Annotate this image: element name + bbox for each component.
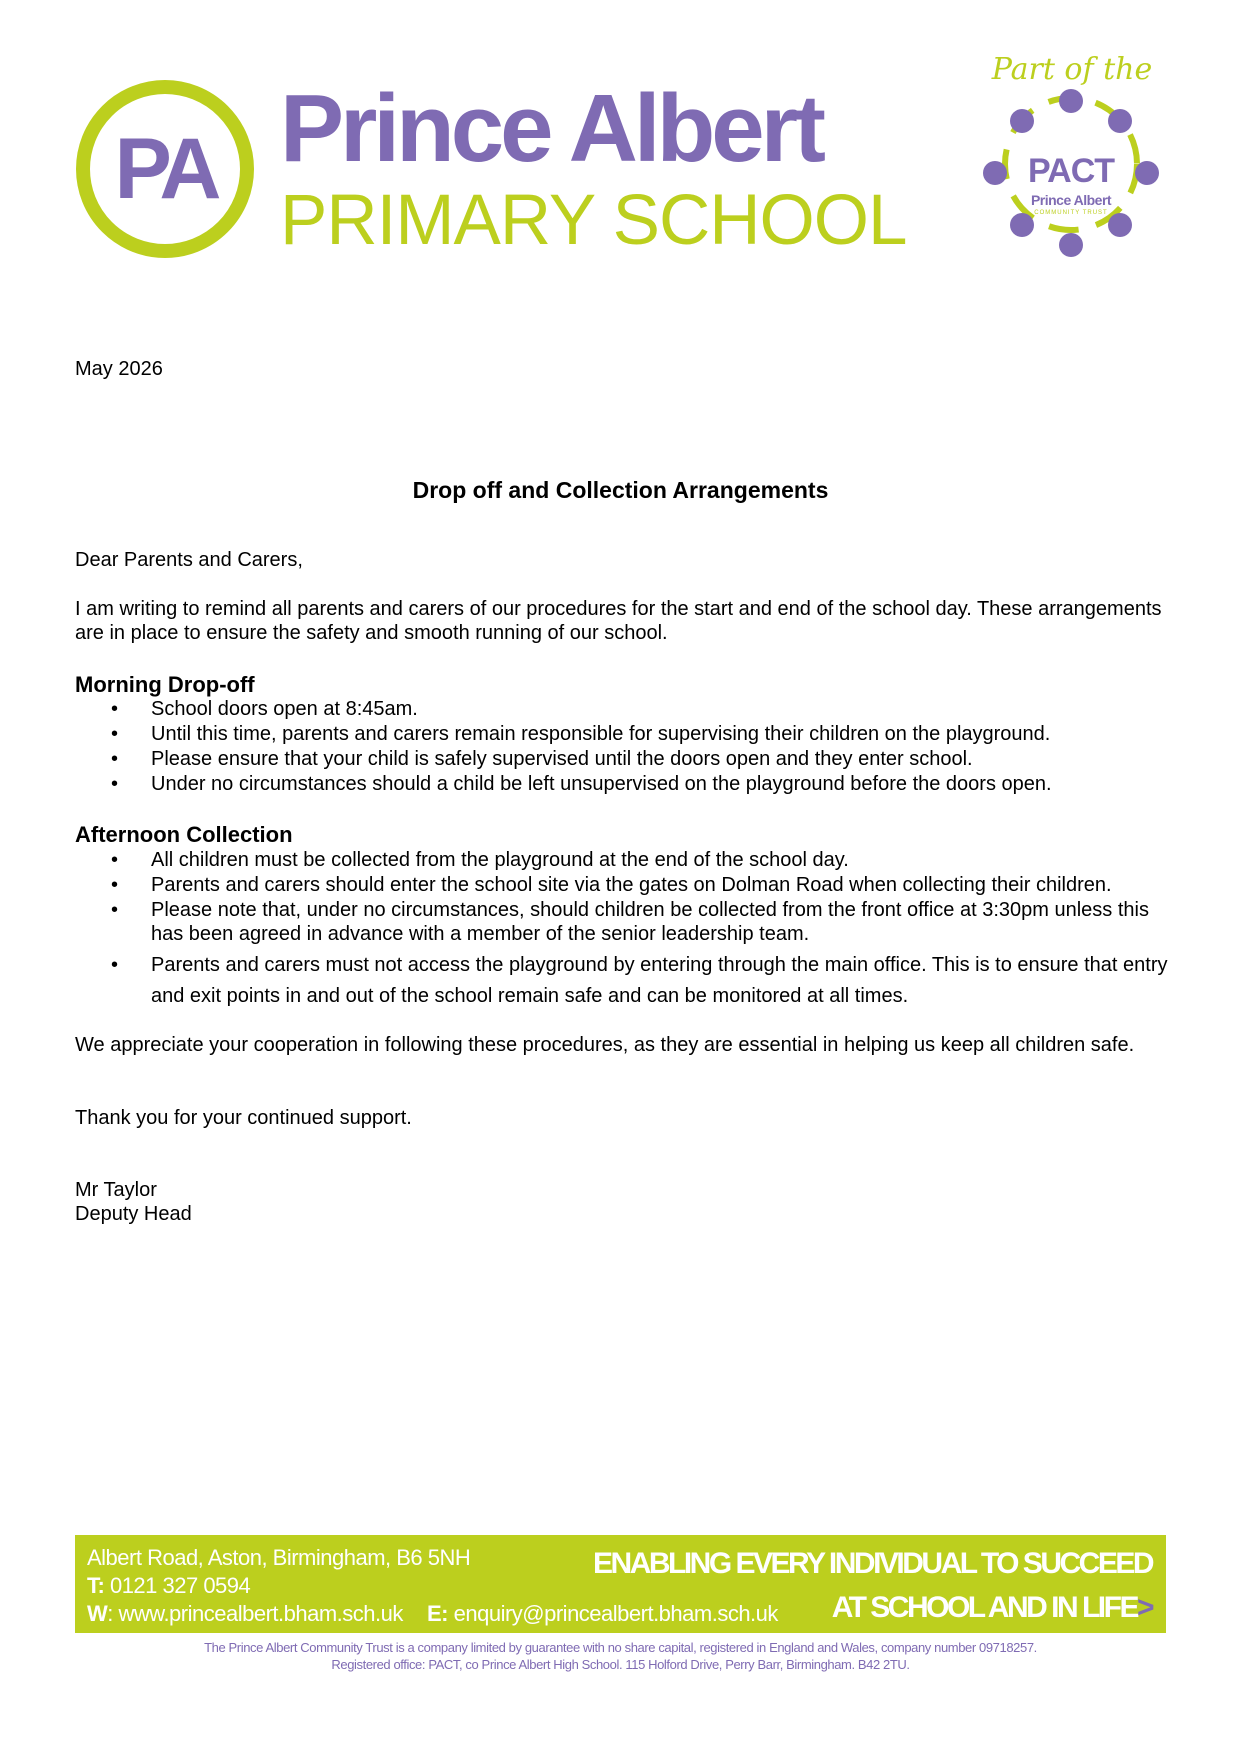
list-item: • Please note that, under no circumstances, should children be collected from the front office at 3:30pm unless this has been agreed in advance with a member of the senior leadership team. — [75, 898, 1175, 946]
closing-paragraph: We appreciate your cooperation in following these procedures, as they are essential in helping us keep all children safe. — [75, 1034, 1135, 1056]
list-item: • Parents and carers must not access the playground by entering through the main office. This is to ensure that entry and exit points in and out of the school remain safe and can be monitored at all times. — [75, 950, 1175, 1012]
school-logo — [76, 75, 907, 260]
legal-line-2: Registered office: PACT, co Prince Albert High School. 115 Holford Drive, Perry Barr, Birmingham. B42 2TU. — [331, 1657, 910, 1672]
web-link[interactable]: : www.princealbert.bham.sch.uk — [107, 1601, 403, 1626]
pact-acronym: PACT — [1027, 152, 1115, 190]
intro-paragraph: I am writing to remind all parents and carers of our procedures for the start and end of the school day. These arrangements are in place to ensure the safety and smooth running of our school. — [75, 598, 1162, 644]
footer-web — [87, 1601, 403, 1627]
signatory-name: Mr Taylor — [75, 1179, 157, 1201]
thanks-line: Thank you for your continued support. — [75, 1107, 412, 1129]
list-item: • Under no circumstances should a child be left unsupervised on the playground before the doors open. — [75, 772, 1175, 796]
slogan-line-1: ENABLING EVERY INDIVIDUAL TO SUCCEED — [593, 1547, 1152, 1580]
morning-list — [75, 697, 1175, 797]
footer-address: Albert Road, Aston, Birmingham, B6 5NH — [87, 1545, 471, 1570]
pact-name: Prince Albert — [1030, 192, 1112, 208]
email-label: E: — [427, 1601, 448, 1626]
slogan-line-2-text: AT SCHOOL AND IN LIFE — [831, 1591, 1137, 1624]
email-link[interactable]: enquiry@princealbert.bham.sch.uk — [453, 1601, 778, 1626]
slogan-line-2 — [832, 1591, 1152, 1625]
pact-logo — [982, 52, 1172, 292]
salutation: Dear Parents and Carers, — [75, 549, 303, 571]
slogan-arrow-icon: > — [1136, 1591, 1152, 1624]
section-heading-afternoon: Afternoon Collection — [75, 822, 293, 847]
list-item: • Please ensure that your child is safely supervised until the doors open and they enter school. — [75, 747, 1175, 771]
signatory-role: Deputy Head — [75, 1203, 192, 1225]
letter-title: Drop off and Collection Arrangements — [412, 477, 829, 503]
letter-date: May 2026 — [75, 358, 163, 380]
logo-initials: PA — [114, 121, 216, 217]
school-type: PRIMARY SCHOOL — [280, 181, 907, 260]
afternoon-list — [75, 848, 1175, 1013]
phone-label: T: — [87, 1573, 105, 1598]
pact-tagline: Part of the — [991, 52, 1153, 87]
section-heading-morning: Morning Drop-off — [75, 672, 255, 697]
list-item: • School doors open at 8:45am. — [75, 697, 1175, 721]
footer-phone — [87, 1573, 250, 1599]
list-item: • Until this time, parents and carers remain responsible for supervising their children on the playground. — [75, 722, 1175, 746]
school-name: Prince Albert — [280, 75, 822, 182]
web-label: W — [87, 1601, 108, 1626]
footer-bar — [75, 1535, 1166, 1633]
legal-line-1: The Prince Albert Community Trust is a company limited by guarantee with no share capital, registered in England and Wales, company number 09718257. — [204, 1640, 1037, 1655]
list-item: • Parents and carers should enter the school site via the gates on Dolman Road when collecting their children. — [75, 873, 1175, 897]
footer-email — [427, 1601, 778, 1627]
pact-subtitle: COMMUNITY TRUST — [1034, 210, 1108, 216]
list-item: • All children must be collected from the playground at the end of the school day. — [75, 848, 1175, 872]
phone-value: 0121 327 0594 — [109, 1573, 251, 1598]
